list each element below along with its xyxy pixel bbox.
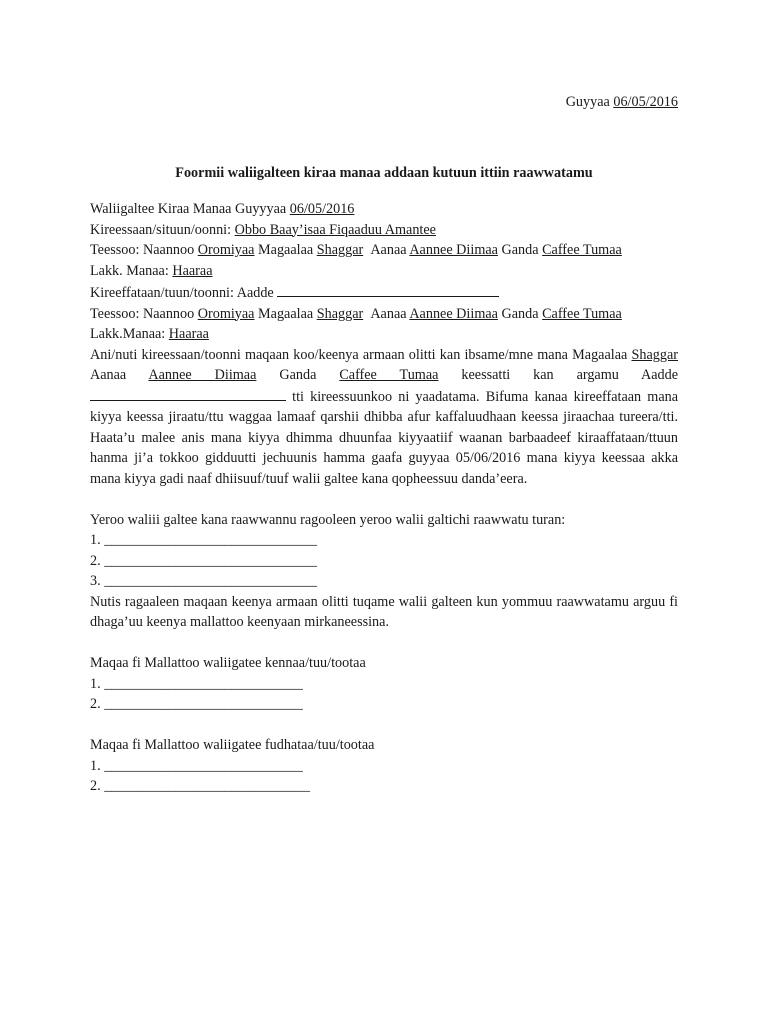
tenant-signature-item (90, 756, 678, 777)
house-number-value: Haaraa (172, 262, 213, 279)
tenant-address-line (90, 304, 678, 325)
witness-confirmation: Nutis ragaaleen maqaan keenya armaan olitti tuqame walii galteen kun yommuu raawwatamu arguu fi dhaga’uu keenya mallattoo keenyaan mirkaneessina. (90, 593, 678, 630)
address-region: Oromiyaa (197, 305, 255, 322)
agreement-date-value: 06/05/2016 (289, 201, 355, 217)
document-body (90, 199, 678, 797)
witness-number: 3. (90, 573, 101, 589)
witness-number: 2. (90, 552, 101, 569)
lessor-address-line (90, 240, 678, 261)
address-kebele: Caffee Tumaa (542, 305, 622, 322)
address-kebele-label: Ganda (501, 242, 539, 258)
address-district: Aannee Diimaa (409, 242, 498, 258)
signature-number: 2. (90, 778, 101, 794)
signature-line[interactable]: ____________________________ (104, 757, 303, 774)
paragraph-district: Aannee Diimaa (148, 367, 257, 383)
address-district: Aannee Diimaa (409, 305, 498, 322)
house-number-label: Lakk. Manaa: (90, 262, 169, 279)
address-town-label: Magaalaa (258, 242, 314, 258)
address-town: Shaggar (316, 242, 364, 258)
house-number-value: Haaraa (168, 326, 209, 342)
signature-number: 2. (90, 696, 101, 712)
address-town: Shaggar (316, 305, 364, 322)
signature-number: 1. (90, 675, 101, 692)
witness-item (90, 551, 678, 572)
agreement-date-label: Waliigaltee Kiraa Manaa Guyyyaa (90, 201, 287, 217)
agreement-paragraph (90, 345, 678, 490)
tenant-house-number-line (90, 324, 678, 345)
house-number-label: Lakk.Manaa: (90, 326, 166, 342)
tenant-name-blank[interactable] (277, 281, 499, 297)
spacer (90, 489, 678, 510)
paragraph-text: Ganda (279, 367, 317, 383)
lessor-signature-heading: Maqaa fi Mallattoo waliigatee kennaa/tuu/tootaa (90, 655, 366, 671)
tenant-name-inline-blank[interactable] (90, 386, 286, 401)
address-prefix: Teessoo: Naannoo (90, 305, 195, 322)
date-value: 06/05/2016 (613, 94, 678, 110)
paragraph-text: Aanaa (90, 367, 127, 383)
lessor-label: Kireessaan/situun/oonni: (90, 221, 232, 238)
paragraph-text: keessatti kan argamu Aadde (461, 367, 679, 383)
lessor-house-number-line (90, 261, 678, 282)
paragraph-text: Ani/nuti kireessaan/toonni maqaan koo/keenya armaan olitti kan ibsame/mne mana Magaalaa (90, 346, 628, 363)
tenant-line (90, 281, 678, 304)
paragraph-text: tti kireessuunkoo ni yaadatama. Bifuma kanaa kireeffataan mana kiyya keessa jiraatu/ttu waggaa lamaaf qarshii dhibba afur kaffaluudhaan keessa jiraachaa tureera/tti. Haata’u malee anis mana kiyya dhimma dhuunfaa kiyyaatiif waanan barbaadeef kiraaffataan/ttuun hanma ji’a tokkoo gidduutti jechuunis hamma gaafa guyyaa 05/06/2016 mana kiyya keessaa akka mana kiyya gadi naaf dhiisuuf/tuuf walii galtee kana qopheessuu danda’eera. (90, 388, 679, 487)
address-district-label: Aanaa (370, 305, 407, 322)
lessor-name: Obbo Baay’isaa Fiqaaduu Amantee (234, 221, 436, 238)
tenant-signature-item (90, 776, 678, 797)
witness-item (90, 530, 678, 551)
address-kebele: Caffee Tumaa (542, 242, 622, 258)
witness-signature-line[interactable]: ______________________________ (104, 552, 317, 569)
tenant-signature-heading: Maqaa fi Mallattoo waliigatee fudhataa/tuu/tootaa (90, 737, 375, 753)
lessor-line (90, 220, 678, 241)
witness-signature-line[interactable]: ______________________________ (104, 532, 317, 548)
witness-item (90, 571, 678, 592)
address-kebele-label: Ganda (501, 305, 539, 322)
address-region: Oromiyaa (197, 242, 255, 258)
tenant-label: Kireeffataan/tuun/toonni: Aadde (90, 285, 274, 301)
header-date (566, 92, 678, 113)
signature-line[interactable]: ____________________________ (104, 696, 303, 712)
witness-number: 1. (90, 532, 101, 548)
address-district-label: Aanaa (370, 242, 407, 258)
paragraph-kebele: Caffee Tumaa (339, 367, 439, 383)
witness-signature-line[interactable]: ______________________________ (104, 573, 317, 589)
address-prefix: Teessoo: Naannoo (90, 242, 195, 258)
document-title: Foormii waliigalteen kiraa manaa addaan kutuun ittiin raawwatamu (175, 165, 593, 181)
witness-intro: Yeroo waliii galtee kana raawwannu ragooleen yeroo walii galtichi raawwatu turan: (90, 511, 566, 528)
lessor-signature-item (90, 674, 678, 695)
address-town-label: Magaalaa (258, 305, 314, 322)
lessor-signature-item (90, 694, 678, 715)
paragraph-town: Shaggar (631, 346, 678, 363)
spacer (90, 715, 678, 736)
signature-line[interactable]: _____________________________ (104, 778, 310, 794)
agreement-date-line (90, 199, 678, 220)
spacer (90, 633, 678, 654)
signature-number: 1. (90, 757, 101, 774)
date-label: Guyyaa (565, 94, 610, 110)
signature-line[interactable]: ____________________________ (104, 675, 303, 692)
